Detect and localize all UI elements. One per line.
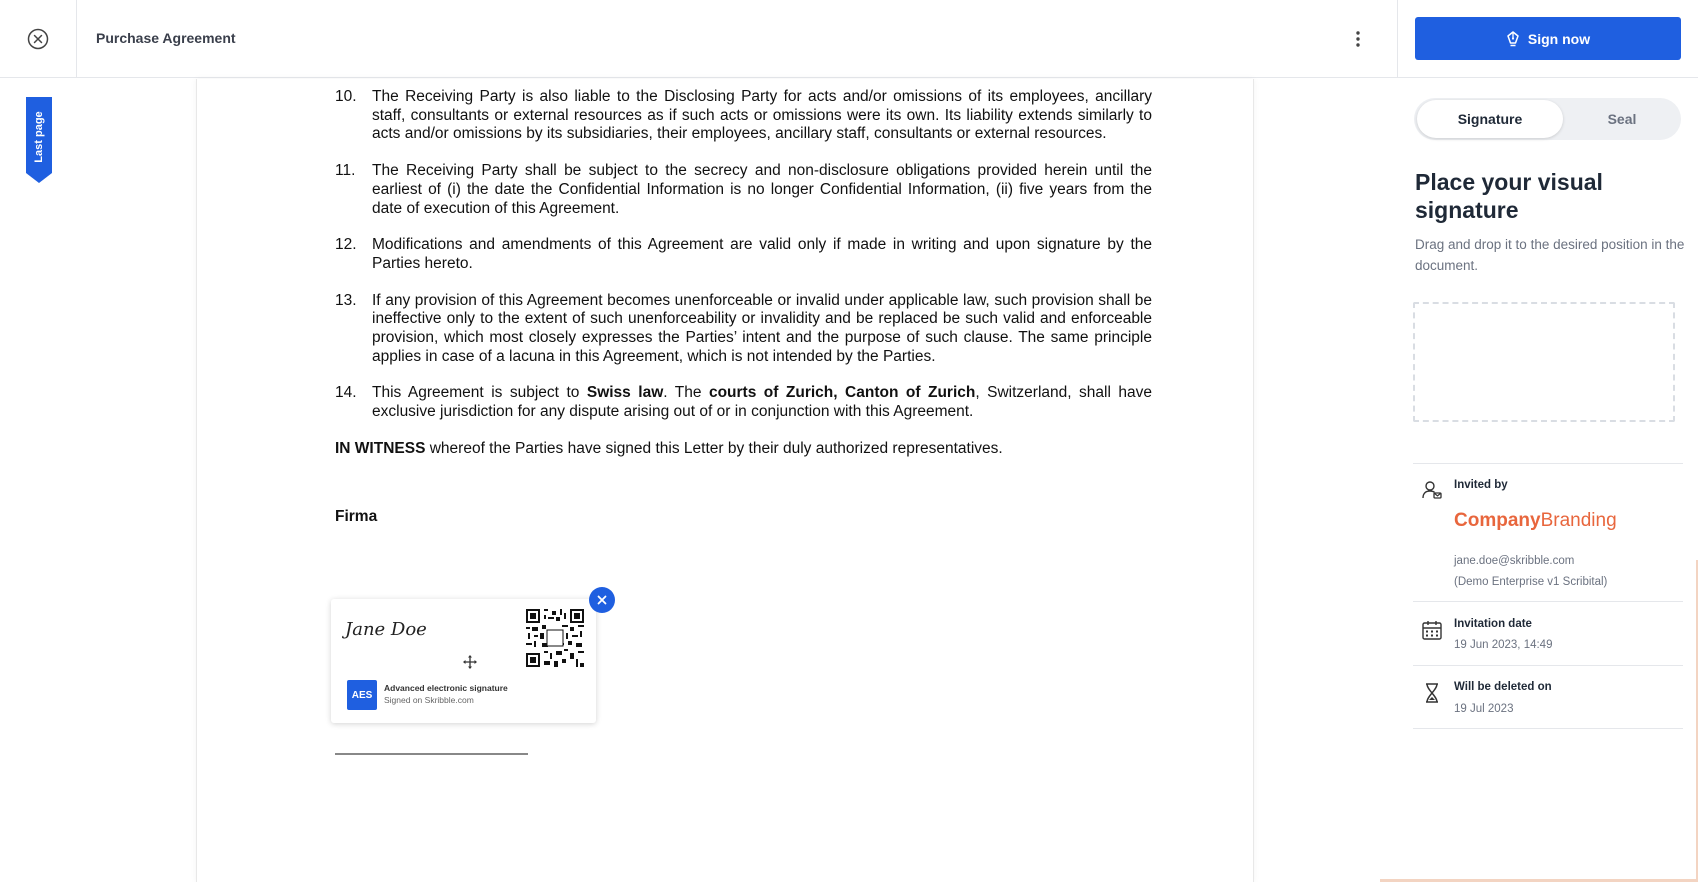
hourglass-icon bbox=[1421, 682, 1443, 704]
document-title: Purchase Agreement bbox=[96, 30, 236, 46]
tab-signature[interactable]: Signature bbox=[1417, 100, 1563, 138]
clause-14 bbox=[335, 384, 1152, 421]
visual-signature-card[interactable] bbox=[331, 599, 596, 723]
signature-line bbox=[335, 753, 528, 755]
deletion-date-value: 19 Jul 2023 bbox=[1454, 703, 1514, 715]
clause-number: 14. bbox=[335, 384, 357, 402]
clause-number: 10. bbox=[335, 88, 357, 105]
invitation-date-label: Invitation date bbox=[1454, 618, 1532, 630]
tab-seal[interactable]: Seal bbox=[1607, 111, 1637, 127]
signed-on-label: Signed on Skribble.com bbox=[384, 695, 474, 705]
signature-name: Jane Doe bbox=[345, 619, 427, 640]
deletion-date-label: Will be deleted on bbox=[1454, 681, 1552, 693]
invited-by-label: Invited by bbox=[1454, 479, 1508, 491]
company-branding-logo: CompanyBranding bbox=[1454, 510, 1617, 531]
witness-text: whereof the Parties have signed this Letter by their duly authorized representatives. bbox=[425, 439, 1003, 457]
qr-code-icon bbox=[526, 609, 584, 667]
close-icon bbox=[597, 595, 607, 605]
deletion-date-section bbox=[1413, 665, 1683, 728]
clause-text: Modifications and amendments of this Agreement are valid only if made in writing and upon signature by the Parties hereto. bbox=[372, 236, 1152, 272]
clause-text: If any provision of this Agreement becomes unenforceable or invalid under applicable law, such provision shall be ineffective only to the extent of such unenforceability or invalidity and be replaced be such valid and enforceable provision, which most closely expresses the Parties’ intent and the purpose of such clause. The same principle applies in case of a lacuna in this Agreement, which is not intended by the Parties. bbox=[372, 291, 1152, 365]
document-text bbox=[335, 88, 1152, 526]
calendar-icon bbox=[1421, 619, 1443, 641]
clause-number: 13. bbox=[335, 291, 357, 309]
panel-title: Place your visual signature bbox=[1415, 169, 1603, 223]
remove-signature-button[interactable] bbox=[589, 587, 615, 613]
signature-drop-zone[interactable] bbox=[1413, 302, 1675, 422]
clause-text-part: This Agreement is subject to bbox=[372, 384, 587, 402]
kebab-menu-icon bbox=[1355, 30, 1361, 48]
witness-bold: IN WITNESS bbox=[335, 439, 426, 457]
sign-now-button[interactable] bbox=[1415, 17, 1681, 60]
document-page bbox=[196, 79, 1254, 882]
close-button[interactable] bbox=[0, 0, 77, 78]
top-divider bbox=[1397, 0, 1398, 78]
sign-now-label: Sign now bbox=[1527, 30, 1591, 47]
clause-text-part: . The bbox=[663, 384, 709, 402]
last-page-bookmark[interactable] bbox=[26, 97, 52, 183]
clause-12 bbox=[335, 236, 1152, 273]
witness-statement bbox=[335, 440, 1152, 459]
signature-seal-tabs bbox=[1414, 98, 1681, 140]
move-icon bbox=[463, 655, 477, 669]
more-options-button[interactable] bbox=[1344, 22, 1372, 56]
invitation-date-value: 19 Jun 2023, 14:49 bbox=[1454, 639, 1553, 651]
clause-text-bold: Swiss law bbox=[586, 384, 664, 402]
clause-text bbox=[372, 384, 1152, 421]
pen-nib-icon bbox=[1506, 31, 1520, 47]
invited-by-section bbox=[1413, 463, 1683, 600]
clause-text-bold: courts of Zurich, Canton of Zurich bbox=[708, 384, 976, 402]
invitation-date-section bbox=[1413, 601, 1683, 665]
clause-10 bbox=[335, 88, 1152, 144]
user-invite-icon bbox=[1421, 479, 1443, 501]
clause-11 bbox=[335, 162, 1152, 218]
clause-number: 11. bbox=[335, 162, 356, 180]
firma-label: Firma bbox=[335, 507, 378, 525]
last-page-label: Last page bbox=[33, 111, 45, 163]
aes-badge: AES bbox=[347, 680, 377, 710]
close-circle-icon bbox=[27, 28, 49, 50]
clause-text: The Receiving Party is also liable to the Disclosing Party for acts and/or omissions of its employees, ancillary staff, consultants or external resources as if such acts or omissions were its own. Its liability extends similarly to acts and/or omissions by its subsidiaries, their employees, ancillary staff, consultants or external resources. bbox=[372, 88, 1152, 143]
panel-description: Drag and drop it to the desired position in the document. bbox=[1415, 237, 1685, 273]
clause-13 bbox=[335, 292, 1152, 367]
panel-bottom-divider bbox=[1413, 728, 1683, 729]
clause-number: 12. bbox=[335, 236, 357, 254]
inviter-email: jane.doe@skribble.com bbox=[1454, 555, 1575, 567]
clause-text-part: , Switzerland, shall have exclusive jurisdiction for any dispute arising out of or in conjunction with this Agreement. bbox=[372, 384, 1153, 421]
inviter-organization: (Demo Enterprise v1 Scribital) bbox=[1454, 576, 1608, 588]
top-bar bbox=[0, 0, 1698, 78]
signature-type-label: Advanced electronic signature bbox=[384, 683, 508, 693]
clause-text: The Receiving Party shall be subject to the secrecy and non-disclosure obligations provided herein until the earliest of (i) the date the Confidential Information is no longer Confidential Information, (ii) five years from the date of execution of this Agreement. bbox=[372, 162, 1152, 217]
